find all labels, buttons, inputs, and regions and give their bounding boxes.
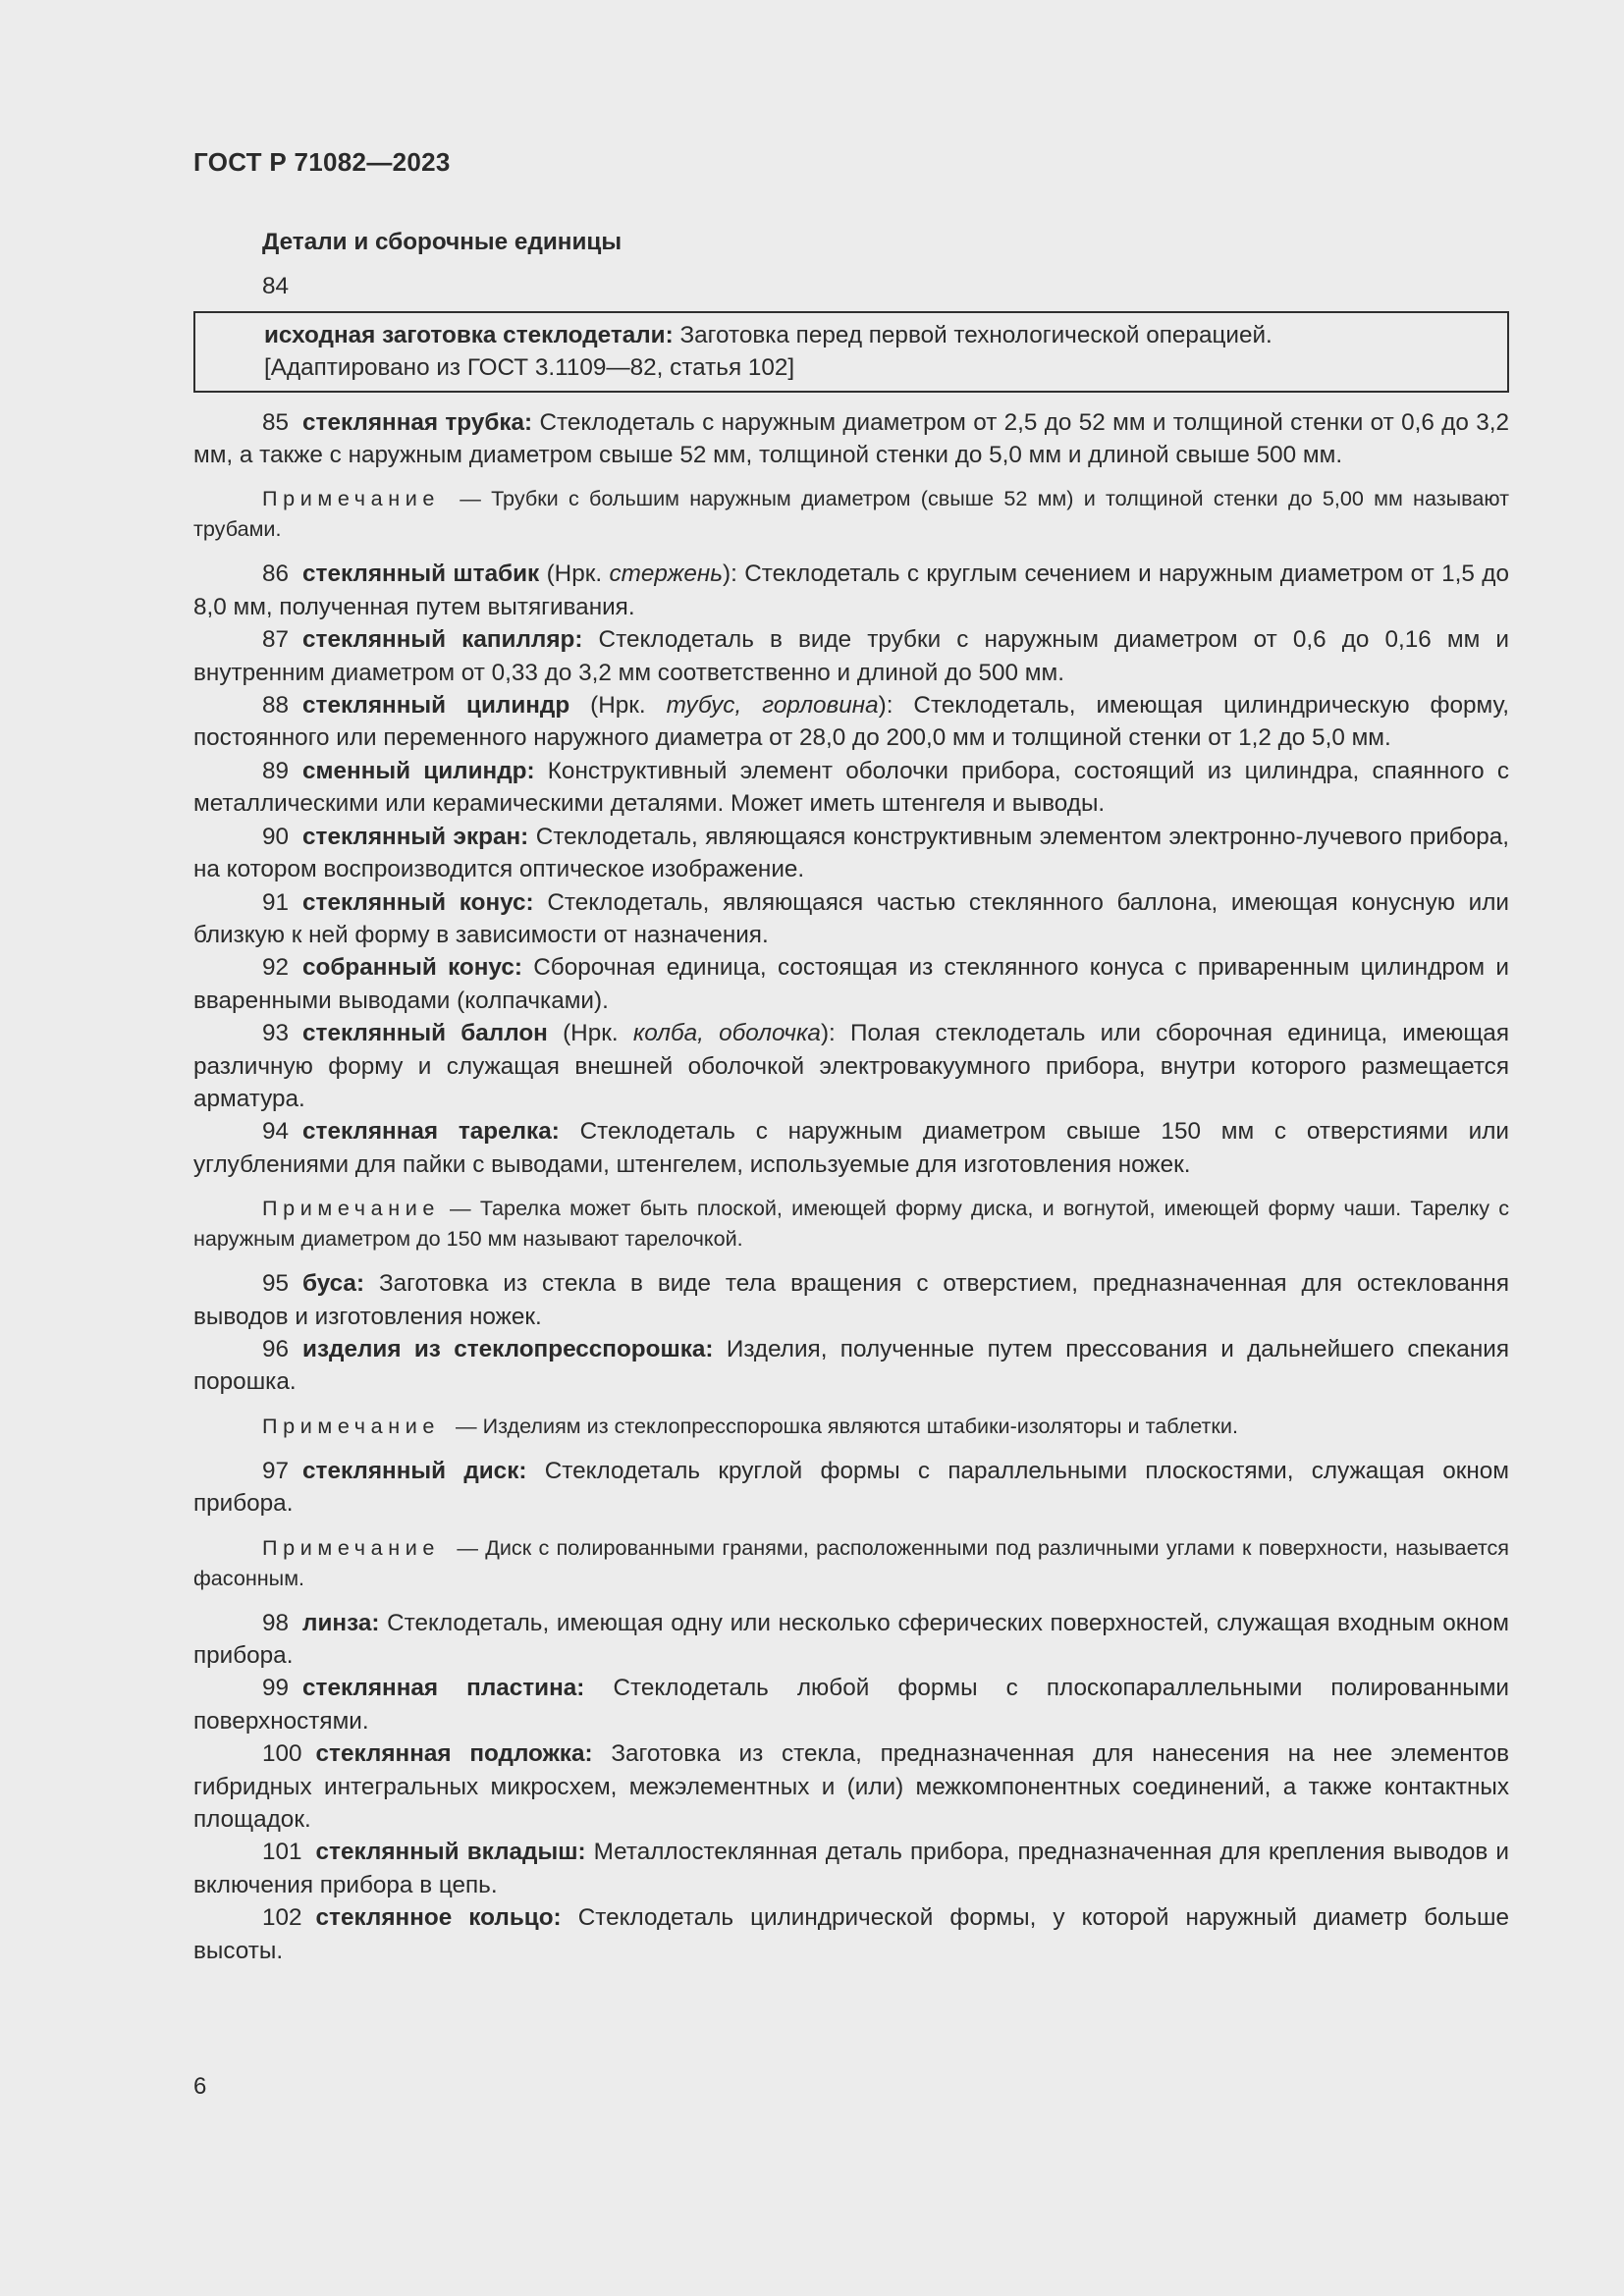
entry-post: ): Стеклодеталь, имеющая цилиндрическую форму, постоянного или переменного наружного диаметра от 28,0 до 200,0 мм и толщиной стенки от 1,2 до 5,0 мм. [193,692,1509,752]
entry-86 [193,558,1509,623]
entry-term: изделия из стеклопресспорошка: [302,1335,714,1362]
note-85: Примечание — Трубки с большим наружным диаметром (свыше 52 мм) и толщиной стенки до 5,00 мм называют трубами. [193,486,1509,542]
entry-number: 97 [262,1457,290,1484]
entry-number: 102 [262,1904,302,1932]
entry-102 [193,1901,1509,1967]
entry-text: Заготовка из стекла в виде тела вращения с отверстием, предназначенная для остекловання выводов и изготовления ножек. [193,1270,1509,1330]
standard-header: ГОСТ Р 71082—2023 [193,147,451,177]
entry-number: 86 [262,561,290,588]
entry-number: 92 [262,954,290,982]
entry-italic: стержень [609,561,723,588]
entry-text: Металлостеклянная деталь прибора, предназначенная для крепления выводов и включения прибора в цепь. [193,1839,1509,1898]
entry-term: буса: [302,1270,365,1298]
entry-95 [193,1267,1509,1333]
page-content [193,226,1509,1967]
note-label: Примечание [262,1196,440,1221]
note-96: Примечание — Изделиям из стеклопресспорошка являются штабики-изоляторы и таблетки. [262,1413,1238,1438]
entry-text: Стеклодеталь с наружным диаметром от 2,5 до 52 мм и толщиной стенки от 0,6 до 3,2 мм, а также с наружным диаметром свыше 52 мм, толщиной стенки до 5,0 мм и длиной свыше 500 мм. [193,408,1509,469]
note-label: Примечание [262,1534,440,1560]
entry-text: Стеклодеталь любой формы с плоскопараллельными полированными поверхностями. [193,1675,1509,1735]
entry-85 [193,406,1509,472]
entry-text: Стеклодеталь цилиндрической формы, у которой наружный диаметр больше высоты. [193,1904,1510,1964]
term-84-definition: Заготовка перед первой технологической операцией. [679,321,1272,348]
entry-term: стеклянная подложка: [315,1740,593,1768]
entry-number: 93 [262,1020,290,1047]
entry-text: Стеклодеталь в виде трубки с наружным диаметром от 0,6 до 0,16 мм и внутренним диаметром от 0,33 до 3,2 мм соответственно и длиной до 500 мм. [193,626,1509,686]
note-text: Диск с полированными гранями, расположенными под различными углами к поверхности, называется фасонным. [193,1534,1509,1590]
entry-term: стеклянный диск: [302,1457,527,1484]
note-94: Примечание — Тарелка может быть плоской, имеющей форму диска, и вогнутой, имеющей форму чаши. Тарелку с наружным диаметром до 150 мм называют тарелочкой. [193,1196,1510,1252]
entry-91 [193,886,1509,952]
entry-term: стеклянный вкладыш: [315,1839,586,1866]
entry-italic: колба, оболочка [632,1020,821,1047]
entry-text: Стеклодеталь, имеющая одну или несколько сферических поверхностей, служащая входным окном прибора. [193,1609,1509,1669]
entry-term: стеклянный конус: [302,888,534,916]
entry-87 [193,623,1509,689]
entry-text: Конструктивный элемент оболочки прибора, состоящий из цилиндра, спаянного с металлическими или керамическими деталями. Может иметь штенгеля и выводы. [193,757,1509,818]
entry-term: стеклянное кольцо: [315,1904,562,1932]
entry-term: сменный цилиндр: [302,757,535,784]
entry-number: 96 [262,1335,290,1362]
entry-number: 95 [262,1270,290,1298]
entry-number: 90 [262,823,290,850]
term-84-number: 84 [262,273,290,300]
entry-pre: (Нрк. [569,692,667,720]
entry-term: стеклянная пластина: [302,1675,585,1702]
entry-number: 91 [262,888,290,916]
entry-number: 89 [262,757,290,784]
entry-92 [193,951,1509,1017]
entry-term: стеклянный цилиндр [302,692,570,720]
entry-term: стеклянный капилляр: [302,626,583,654]
entry-term: стеклянная трубка: [302,408,533,436]
entry-text: Стеклодеталь с наружным диаметром свыше 150 мм с отверстиями или углублениями для пайки с выводами, штенгелем, используемые для изготовления ножек. [193,1118,1509,1178]
entry-text: Сборочная единица, состоящая из стеклянного конуса с приваренным цилиндром и вваренными выводами (колпачками). [193,954,1509,1014]
term-84-term: исходная заготовка стеклодетали: [264,321,674,348]
entry-89 [193,755,1509,821]
entry-96 [193,1333,1509,1399]
note-label: Примечание [262,486,440,511]
term-84-box [193,311,1509,393]
entry-number: 94 [262,1118,290,1146]
page-number: 6 [193,2073,207,2100]
entry-98 [193,1607,1509,1673]
entry-post: ): Полая стеклодеталь или сборочная единица, имеющая различную форму и служащая внешней оболочкой электровакуумного прибора, внутри которого размещается арматура. [193,1020,1509,1112]
entry-text: Заготовка из стекла, предназначенная для нанесения на нее элементов гибридных интегральных микросхем, межэлементных и (или) межкомпонентных соединений, а также контактных площадок. [193,1740,1509,1834]
entry-94 [193,1115,1509,1181]
entry-term: стеклянная тарелка: [302,1118,560,1146]
entry-number: 87 [262,626,290,654]
entry-93 [193,1017,1509,1115]
entry-number: 99 [262,1675,290,1702]
entry-number: 88 [262,692,290,720]
section-title: Детали и сборочные единицы [262,229,623,255]
entry-italic: тубус, горловина [666,692,879,720]
entry-number: 101 [262,1839,302,1866]
note-label: Примечание [262,1413,440,1438]
entry-number: 98 [262,1609,290,1636]
entry-pre: (Нрк. [547,1020,633,1047]
note-text: Трубки с большим наружным диаметром (свыше 52 мм) и толщиной стенки до 5,00 мм называют трубами. [193,486,1509,542]
entry-post: ): Стеклодеталь с круглым сечением и наружным диаметром от 1,5 до 8,0 мм, полученная путем вытягивания. [193,561,1509,620]
entry-100 [193,1737,1509,1836]
note-text: Тарелка может быть плоской, имеющей форму диска, и вогнутой, имеющей форму чаши. Тарелку с наружным диаметром до 150 мм называют тарелочкой. [193,1196,1510,1252]
note-97: Примечание — Диск с полированными гранями, расположенными под различными углами к поверхности, называется фасонным. [193,1534,1509,1590]
entry-term: стеклянный баллон [302,1020,548,1047]
entry-number: 85 [262,408,290,436]
entry-pre: (Нрк. [539,561,610,588]
note-text: Изделиям из стеклопресспорошка являются штабики-изоляторы и таблетки. [482,1413,1238,1438]
entry-text: Стеклодеталь, являющаяся частью стеклянного баллона, имеющая конусную или близкую к ней форму в зависимости от назначения. [193,888,1509,948]
entry-text: Изделия, полученные путем прессования и дальнейшего спекания порошка. [193,1335,1509,1396]
entry-97 [193,1455,1509,1521]
entry-88 [193,689,1509,755]
entry-number: 100 [262,1740,302,1768]
entry-101 [193,1836,1509,1901]
term-84-source: [Адаптировано из ГОСТ 3.1109—82, статья 102] [264,354,795,382]
entry-term: стеклянный штабик [302,561,540,588]
entry-term: стеклянный экран: [302,823,529,850]
entry-text: Стеклодеталь, являющаяся конструктивным элементом электронно-лучевого прибора, на котором воспроизводится оптическое изображение. [193,823,1509,883]
entry-term: линза: [302,1609,380,1636]
entry-term: собранный конус: [302,954,522,982]
entry-90 [193,821,1509,886]
entry-99 [193,1672,1509,1737]
entry-text: Стеклодеталь круглой формы с параллельными плоскостями, служащая окном прибора. [193,1457,1509,1518]
